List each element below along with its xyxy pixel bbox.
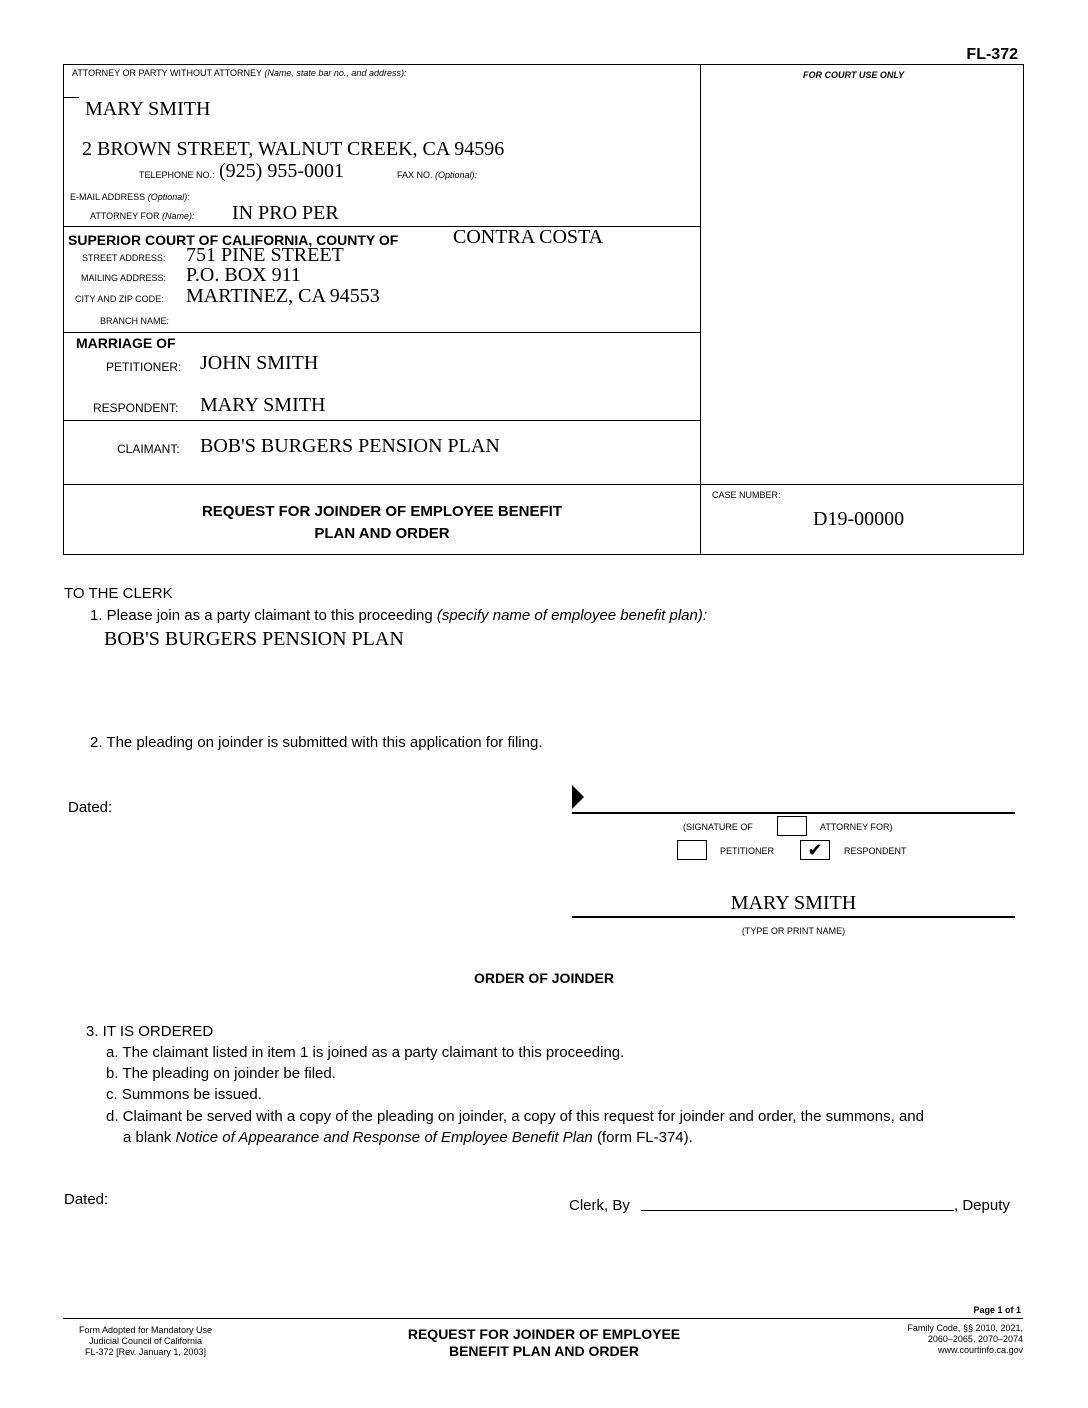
form-title (63, 501, 701, 545)
respondent-value: MARY SMITH (200, 394, 326, 416)
clerk-signature-line[interactable] (641, 1210, 954, 1211)
divider-parties (63, 332, 701, 333)
order-c: c. Summons be issued. (106, 1086, 262, 1103)
item1-text: 1. Please join as a party claimant to this proceeding (specify name of employee benefit plan): (90, 607, 708, 624)
attorney-for-label: ATTORNEY FOR (Name): (90, 211, 195, 221)
fax-label: FAX NO. (Optional): (397, 170, 478, 180)
case-number-label: CASE NUMBER: (712, 490, 781, 500)
order-a: a. The claimant listed in item 1 is joined as a party claimant to this proceeding. (106, 1044, 625, 1061)
respondent-option: RESPONDENT (844, 846, 907, 856)
footer-rule (63, 1318, 1023, 1319)
deputy-label: , Deputy (954, 1197, 1010, 1214)
attorney-address: 2 BROWN STREET, WALNUT CREEK, CA 94596 (82, 138, 505, 160)
footer-title-line2: BENEFIT PLAN AND ORDER (448, 1343, 640, 1359)
page-number: Page 1 of 1 (973, 1305, 1021, 1315)
attorney-tick (64, 97, 79, 98)
plan-name: BOB'S BURGERS PENSION PLAN (104, 628, 404, 650)
footer-right-line2: 2060–2065, 2070–2074 (927, 1334, 1023, 1344)
branch-label: BRANCH NAME: (100, 316, 170, 326)
sign-here-arrow-icon (572, 785, 584, 809)
item3-text: 3. IT IS ORDERED (86, 1023, 214, 1040)
telephone-value: (925) 955-0001 (219, 160, 344, 182)
caption-divider (700, 64, 701, 555)
respondent-label: RESPONDENT: (93, 401, 179, 415)
footer-right-line3[interactable]: www.courtinfo.ca.gov (937, 1345, 1023, 1355)
footer-left-line2: Judicial Council of California (88, 1336, 203, 1346)
footer-left (58, 1325, 233, 1358)
order-heading: ORDER OF JOINDER (473, 970, 614, 986)
attorney-name: MARY SMITH (85, 98, 211, 120)
form-title-line1: REQUEST FOR JOINDER OF EMPLOYEE BENEFIT (201, 503, 563, 520)
order-d-line2: a blank Notice of Appearance and Response of Employee Benefit Plan (form FL-374). (123, 1129, 693, 1146)
form-number: FL-372 (966, 46, 1018, 63)
court-use-label: FOR COURT USE ONLY (803, 70, 905, 80)
divider-court (63, 226, 701, 227)
attorney-for-option: ATTORNEY FOR) (820, 822, 893, 832)
footer-right (907, 1323, 1023, 1356)
claimant-label: CLAIMANT: (117, 442, 180, 456)
petitioner-option: PETITIONER (720, 846, 775, 856)
signature-of-label: (SIGNATURE OF (683, 822, 753, 832)
to-the-clerk: TO THE CLERK (64, 585, 173, 602)
claimant-value: BOB'S BURGERS PENSION PLAN (200, 435, 500, 457)
footer-title-line1: REQUEST FOR JOINDER OF EMPLOYEE (407, 1326, 681, 1342)
divider-claimant (63, 420, 701, 421)
footer-title (300, 1326, 788, 1360)
print-name-value: MARY SMITH (730, 892, 857, 914)
marriage-label: MARRIAGE OF (76, 335, 176, 351)
petitioner-label: PETITIONER: (106, 360, 182, 374)
clerk-label: Clerk, By (569, 1197, 630, 1214)
court-county: CONTRA COSTA (453, 226, 604, 248)
telephone-label: TELEPHONE NO.: (139, 170, 215, 180)
petitioner-checkbox[interactable] (677, 840, 707, 860)
mailing-label: MAILING ADDRESS: (81, 273, 167, 283)
city-label: CITY AND ZIP CODE: (75, 294, 164, 304)
email-label: E-MAIL ADDRESS (Optional): (70, 192, 190, 202)
attorney-for-value: IN PRO PER (232, 202, 339, 224)
dated-label-2: Dated: (64, 1191, 109, 1208)
street-value: 751 PINE STREET (186, 244, 344, 266)
print-name-label: (TYPE OR PRINT NAME) (741, 926, 846, 936)
check-mark-icon: ✔ (807, 840, 823, 860)
print-name-line (572, 916, 1015, 918)
petitioner-value: JOHN SMITH (200, 352, 319, 374)
court-label: SUPERIOR COURT OF CALIFORNIA, COUNTY OF (68, 232, 399, 248)
order-b: b. The pleading on joinder be filed. (106, 1065, 336, 1082)
divider-title (63, 484, 1024, 485)
order-d-line1: d. Claimant be served with a copy of the pleading on joinder, a copy of this request for joinder and order, the summons, and (106, 1108, 924, 1125)
street-label: STREET ADDRESS: (82, 253, 166, 263)
footer-right-line1: Family Code, §§ 2010, 2021, (907, 1323, 1023, 1333)
city-value: MARTINEZ, CA 94553 (186, 285, 380, 307)
dated-label-1: Dated: (68, 799, 113, 816)
respondent-checkbox[interactable] (800, 840, 830, 860)
mailing-value: P.O. BOX 911 (186, 264, 301, 286)
attorney-checkbox[interactable] (777, 816, 807, 836)
form-title-line2: PLAN AND ORDER (314, 525, 450, 542)
item2-text: 2. The pleading on joinder is submitted with this application for filing. (90, 734, 543, 751)
signature-line[interactable] (572, 812, 1015, 814)
footer-left-line1: Form Adopted for Mandatory Use (78, 1325, 213, 1335)
footer-left-line3: FL-372 [Rev. January 1, 2003] (85, 1347, 206, 1357)
case-number-value: D19-00000 (813, 508, 905, 530)
attorney-label: ATTORNEY OR PARTY WITHOUT ATTORNEY (Name, state bar no., and address): (72, 68, 407, 78)
